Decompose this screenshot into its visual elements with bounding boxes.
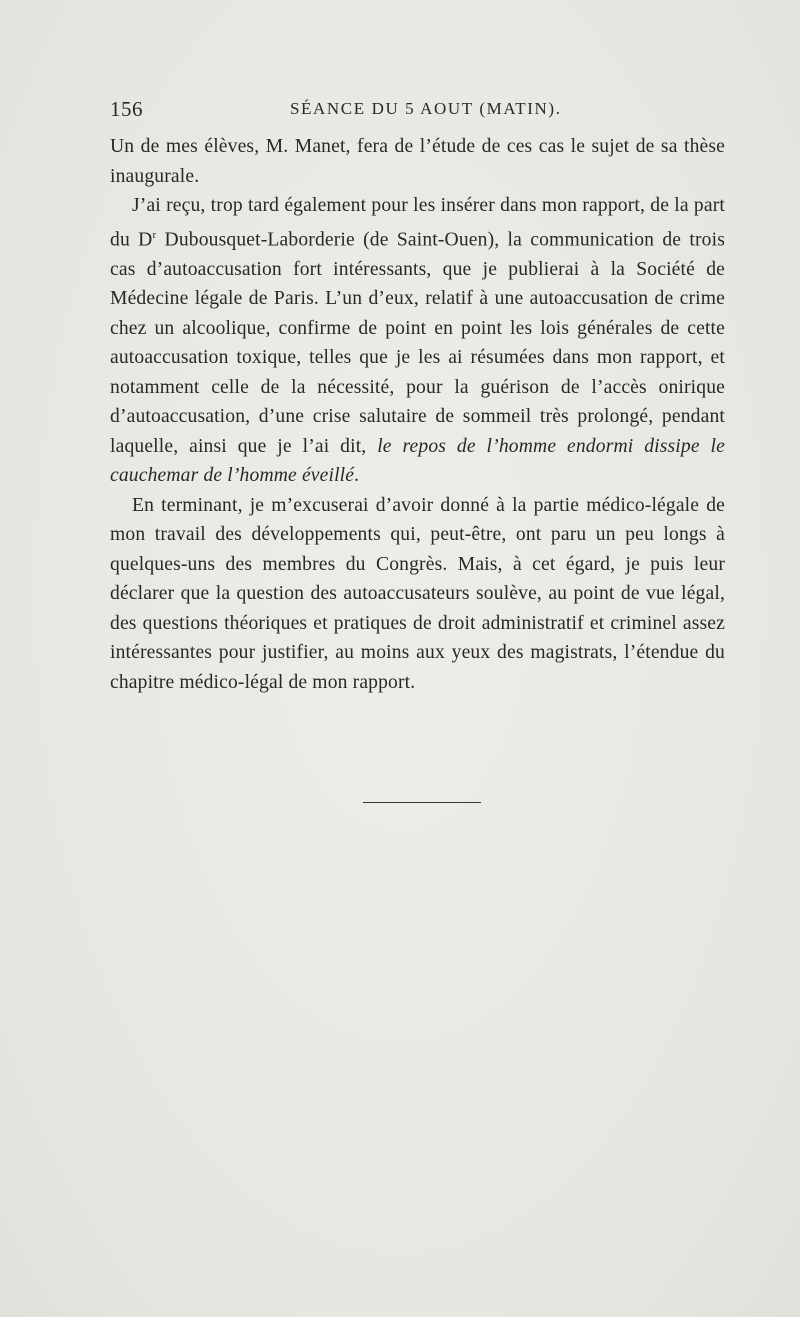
body-text [110,132,725,697]
paragraph-2-end: . [354,465,360,487]
paragraph-3: En terminant, je m’excuserai d’avoir donné à la partie médico-légale de mon travail des développements qui, peut-être, ont paru un peu longs à quelques-uns des membres du Congrès. Mais, à cet égard, je puis leur déclarer que la question des autoaccusateurs soulève, au point de vue légal, des questions théoriques et pratiques de droit administratif et criminel assez intéressantes pour justifier, au moins aux yeux des magistrats, l’étendue du chapitre médico-légal de mon rapport. [110,494,725,693]
page-header [110,97,725,127]
paragraph-1: Un de mes élèves, M. Manet, fera de l’étude de ces cas le sujet de sa thèse inaugurale. [110,136,725,187]
superscript: r [152,228,157,241]
paragraph-2 [110,191,725,491]
section-divider [363,802,481,803]
running-head: SÉANCE DU 5 AOUT (MATIN). [290,99,562,118]
paragraph-2-text-a: J’ai reçu, trop tard également pour les insérer dans mon rapport, de la part du D [110,195,725,251]
italic-quote: le repos de l’homme endormi dissipe le cauchemar de l’homme éveillé [110,435,725,487]
paragraph-2-text-b: Dubousquet-Laborderie (de Saint-Ouen), la communication de trois cas d’autoaccusation fort intéressants, que je publierai à la Société de Médecine légale de Paris. L’un d’eux, relatif à une autoaccusation de crime chez un alcoolique, confirme de point en point les lois générales de cette autoaccusation toxique, telles que je les ai résumées dans mon rapport, et notamment celle de la nécessité, pour la guérison de l’accès onirique d’autoaccusation, d’une crise salutaire de sommeil très prolongé, pendant laquelle, ainsi que je l’ai dit, [110,229,725,457]
page-number: 156 [110,97,143,121]
